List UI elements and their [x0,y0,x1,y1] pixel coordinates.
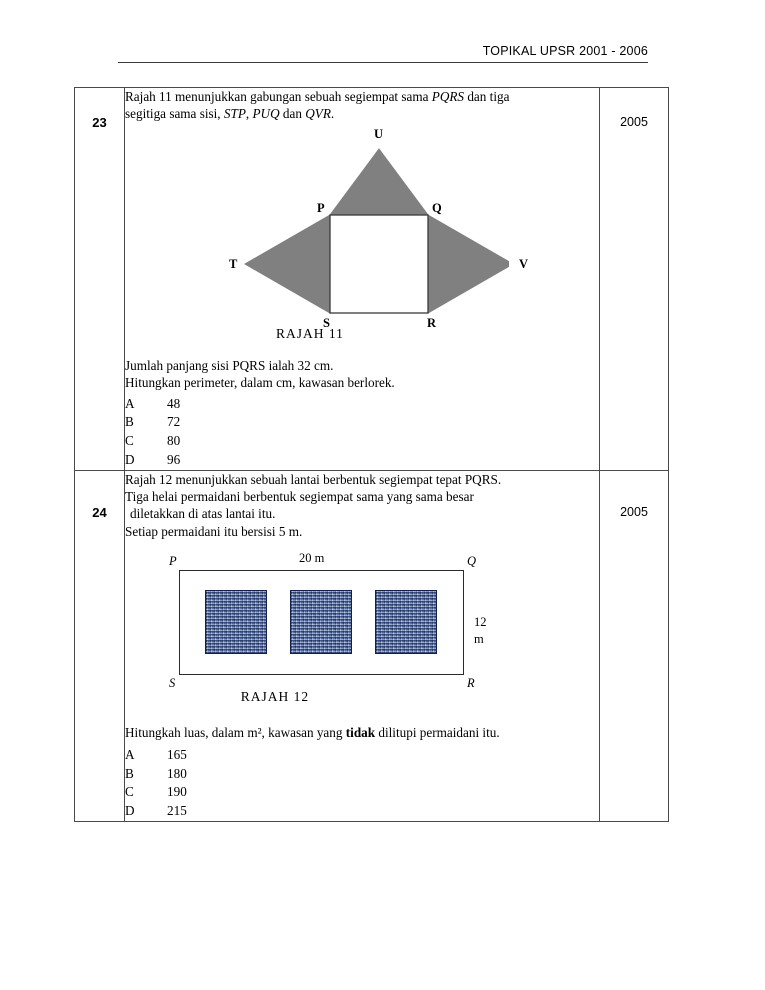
figure-11-stage [229,126,529,357]
question-body-23 [125,88,600,471]
option-value-a: 165 [167,746,187,762]
figure-12 [125,548,599,713]
dimension-label-height: 12 m [474,615,487,646]
option-value-c: 190 [167,784,187,800]
stem-comma-1: , [245,106,253,122]
option-row-a[interactable] [125,395,599,414]
page-header-title: TOPIKAL UPSR 2001 - 2006 [482,44,648,58]
option-letter-c: C [125,433,134,449]
stem-line-4: Setiap permaidani itu bersisi 5 m. [125,523,303,539]
triangle-puq-shaded [330,149,428,215]
header-divider [118,62,648,63]
question-year-cell-24 [600,470,669,821]
triangle-stp-shaded [245,215,330,313]
vertex-label-v: V [519,256,529,271]
option-row-a[interactable] [125,746,599,765]
stem-italic-stp: STP [223,106,246,122]
stem-text: Rajah 11 menunjukkan gabungan sebuah segiempat sama [125,89,432,104]
vertex-label-p: P [317,200,325,215]
questions-table [74,87,669,822]
figure-11-svg [229,129,509,329]
option-row-d[interactable] [125,802,599,821]
question-year-24: 2005 [620,504,648,519]
vertex-label-t: T [229,256,238,271]
given-line-1: Jumlah panjang sisi PQRS ialah 32 cm. [125,357,334,373]
stem-period: . [330,106,335,122]
vertex-label-q: Q [432,200,442,215]
vertex-label-s: S [323,315,330,330]
corner-label-s: S [169,676,176,691]
option-row-c[interactable] [125,783,599,802]
stem-italic-qvr: QVR [305,106,331,122]
option-letter-b: B [125,414,134,430]
option-letter-d: D [125,451,135,467]
stem-line-1 [125,88,599,105]
question-body-24 [125,470,600,821]
option-value-b: 72 [167,414,181,430]
table-row [75,470,669,821]
stem-line-2 [125,105,599,122]
option-row-c[interactable] [125,432,599,451]
question-stem-24 [125,471,599,541]
corner-label-q: Q [467,554,477,569]
figure-11 [125,126,599,357]
stem-italic-puq: PUQ [252,106,280,122]
figure-11-caption: RAJAH 11 [276,325,344,341]
option-letter-b: B [125,765,134,781]
stem-line-3: diletakkan di atas lantai itu. [130,506,276,522]
dimension-label-width: 20 m [299,551,325,566]
triangle-qvr-shaded [428,215,509,313]
question-number-24: 24 [92,504,107,520]
stem-line-1: Rajah 12 menunjukkan sebuah lantai berbentuk segiempat tepat PQRS. [125,471,502,487]
stem-italic-pqrs: PQRS [431,89,465,104]
corner-label-p: P [169,554,177,569]
option-row-b[interactable] [125,413,599,432]
corner-label-r: R [467,676,475,691]
option-value-c: 80 [167,433,181,449]
prompt-post: dilitupi permaidani itu. [375,725,500,741]
option-value-b: 180 [167,765,187,781]
question-number-23: 23 [92,115,107,130]
option-value-a: 48 [167,395,181,411]
question-year-23: 2005 [620,115,648,129]
prompt-emphasis-tidak: tidak [345,725,376,741]
square-pqrs [330,215,428,313]
stem-text-cont: dan tiga [464,89,510,104]
question-stem-23 [125,88,599,123]
figure-12-caption: RAJAH 12 [240,689,310,705]
option-letter-a: A [125,746,135,762]
option-letter-d: D [125,803,135,818]
options-23 [125,395,599,470]
options-24 [125,746,599,821]
stem-text-2: segitiga sama sisi, [125,106,224,122]
vertex-label-u: U [374,126,384,141]
question-23-given [125,357,599,392]
carpet-square-1 [205,590,267,654]
carpet-square-3 [375,590,437,654]
option-value-d: 215 [167,803,187,818]
option-letter-a: A [125,395,135,411]
question-24-prompt [125,724,599,742]
question-number-cell-23 [75,88,125,471]
question-number-cell-24 [75,470,125,821]
option-letter-c: C [125,784,134,800]
page-header [118,44,648,63]
stem-line-2: Tiga helai permaidani berbentuk segiempat sama yang sama besar [125,489,474,505]
question-year-cell-23 [600,88,669,471]
stem-dan: dan [279,106,306,122]
option-value-d: 96 [167,451,181,467]
prompt-pre: Hitungkah luas, dalam m², kawasan yang [125,725,346,741]
option-row-b[interactable] [125,765,599,784]
vertex-label-r: R [427,315,437,330]
option-row-d[interactable] [125,451,599,470]
table-row [75,88,669,471]
carpet-square-2 [290,590,352,654]
given-line-2: Hitungkan perimeter, dalam cm, kawasan berlorek. [125,375,395,391]
